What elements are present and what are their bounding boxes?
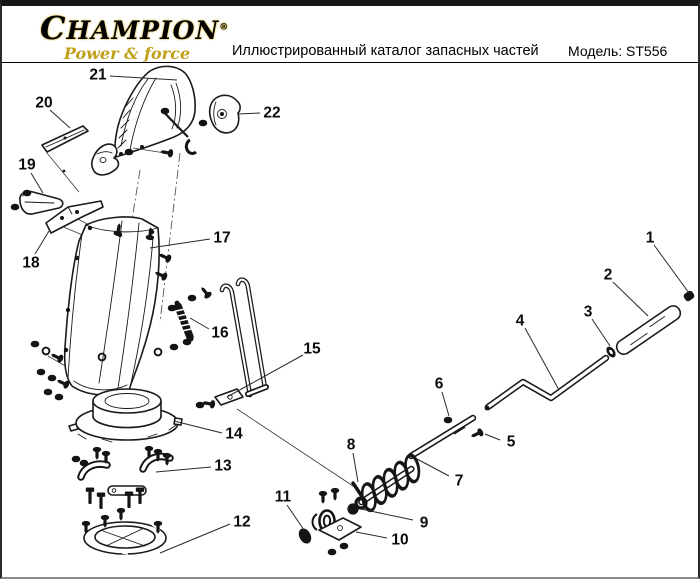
nut-fastener-icon [80, 460, 89, 467]
nut-fastener-icon [55, 394, 64, 401]
screw-fastener-icon [198, 285, 213, 300]
part-label-12: 12 [233, 513, 251, 531]
screw-fastener-icon [331, 488, 339, 501]
ring-clamp-brackets [81, 456, 170, 495]
cotter-pin [353, 483, 361, 495]
nut-fastener-icon [168, 305, 177, 312]
handle-end-cap [683, 290, 696, 303]
part-label-16: 16 [211, 324, 229, 342]
mount-strip [42, 126, 88, 152]
worm-gear-shaft [353, 418, 473, 514]
nut-fastener-icon [44, 389, 53, 396]
part-leader-19 [31, 173, 43, 193]
part-leader-11 [287, 505, 304, 530]
part-label-4: 4 [515, 312, 525, 330]
part-label-7: 7 [454, 472, 464, 490]
part-label-22: 22 [263, 104, 281, 122]
part-label-2: 2 [603, 266, 613, 284]
nut-fastener-icon [72, 456, 81, 463]
catalog-title: Иллюстрированный каталог запасных частей [232, 43, 539, 59]
end-cap [296, 526, 313, 545]
nut-fastener-icon [183, 339, 192, 346]
nut-fastener-icon [170, 344, 179, 351]
exploded-parts-diagram [2, 6, 700, 579]
part-leader-5 [485, 434, 500, 440]
part-label-13: 13 [214, 457, 232, 475]
crank-assembly [296, 290, 695, 546]
part-label-21: 21 [89, 66, 107, 84]
nut-fastener-icon [23, 190, 32, 197]
nut-fastener-icon [161, 108, 170, 115]
nut-fastener-icon [11, 204, 20, 211]
part-label-17: 17 [213, 229, 231, 247]
tension-spring [175, 301, 194, 342]
part-leader-22 [238, 113, 260, 114]
part-label-8: 8 [346, 436, 356, 454]
registered-mark: ® [219, 22, 229, 33]
deflector-knob [210, 95, 240, 133]
part-label-18: 18 [22, 254, 40, 272]
part-leader-7 [417, 459, 449, 476]
part-leader-8 [353, 453, 358, 482]
part-label-20: 20 [35, 94, 53, 112]
part-leader-16 [190, 318, 209, 329]
part-label-9: 9 [419, 514, 429, 532]
nut-fastener-icon [48, 375, 57, 382]
screw-fastener-icon [319, 491, 327, 504]
part-leader-4 [525, 328, 559, 390]
part-leader-20 [50, 110, 70, 128]
bolt-fastener-icon [97, 493, 105, 510]
nut-fastener-icon [31, 341, 40, 348]
part-leader-12 [160, 524, 230, 553]
part-label-10: 10 [391, 531, 409, 549]
nut-fastener-icon [340, 543, 349, 550]
lower-mount-ring [84, 522, 166, 554]
part-label-15: 15 [303, 340, 321, 358]
part-leader-15 [227, 355, 303, 397]
chute-rotation-ring [69, 389, 182, 442]
bolt-fastener-icon [86, 488, 94, 505]
nut-fastener-icon [125, 149, 134, 156]
chute-assembly [20, 66, 356, 554]
crank-handle-grip [614, 303, 683, 357]
part-leader-6 [442, 392, 449, 416]
washer-fastener-icon [155, 349, 162, 356]
part-leader-9 [361, 509, 413, 520]
support-rods [215, 280, 266, 405]
nut-fastener-icon [328, 549, 337, 556]
part-leader-14 [174, 421, 222, 433]
nut-fastener-icon [199, 120, 208, 127]
part-leader-10 [356, 532, 387, 538]
part-leader-3 [592, 319, 610, 346]
screw-fastener-icon [93, 447, 101, 460]
bolt-fastener-icon [125, 492, 133, 509]
part-label-14: 14 [225, 425, 243, 443]
nut-fastener-icon [188, 295, 197, 302]
nut-fastener-icon [444, 417, 453, 424]
part-label-11: 11 [274, 488, 292, 506]
part-label-5: 5 [506, 433, 516, 451]
brand-tagline: Power & force [63, 43, 190, 63]
part-leader-13 [156, 467, 211, 472]
screw-fastener-icon [160, 147, 174, 157]
chute-body [64, 217, 159, 395]
model-label: Модель: ST556 [568, 43, 668, 59]
part-label-1: 1 [645, 229, 655, 247]
screw-fastener-icon [117, 508, 125, 521]
pivot-ball [347, 503, 358, 514]
part-label-19: 19 [18, 156, 36, 174]
part-leader-2 [613, 282, 648, 316]
part-label-6: 6 [434, 375, 444, 393]
washer-fastener-icon [43, 348, 50, 355]
brand-text: CHAMPION [40, 9, 220, 47]
screw-fastener-icon [202, 398, 216, 408]
screw-fastener-icon [469, 427, 484, 440]
shaft-bracket [313, 511, 362, 541]
nut-fastener-icon [37, 369, 46, 376]
part-leader-18 [35, 231, 49, 254]
part-label-3: 3 [583, 303, 593, 321]
chute-deflector [115, 66, 195, 157]
part-leader-1 [654, 245, 689, 293]
